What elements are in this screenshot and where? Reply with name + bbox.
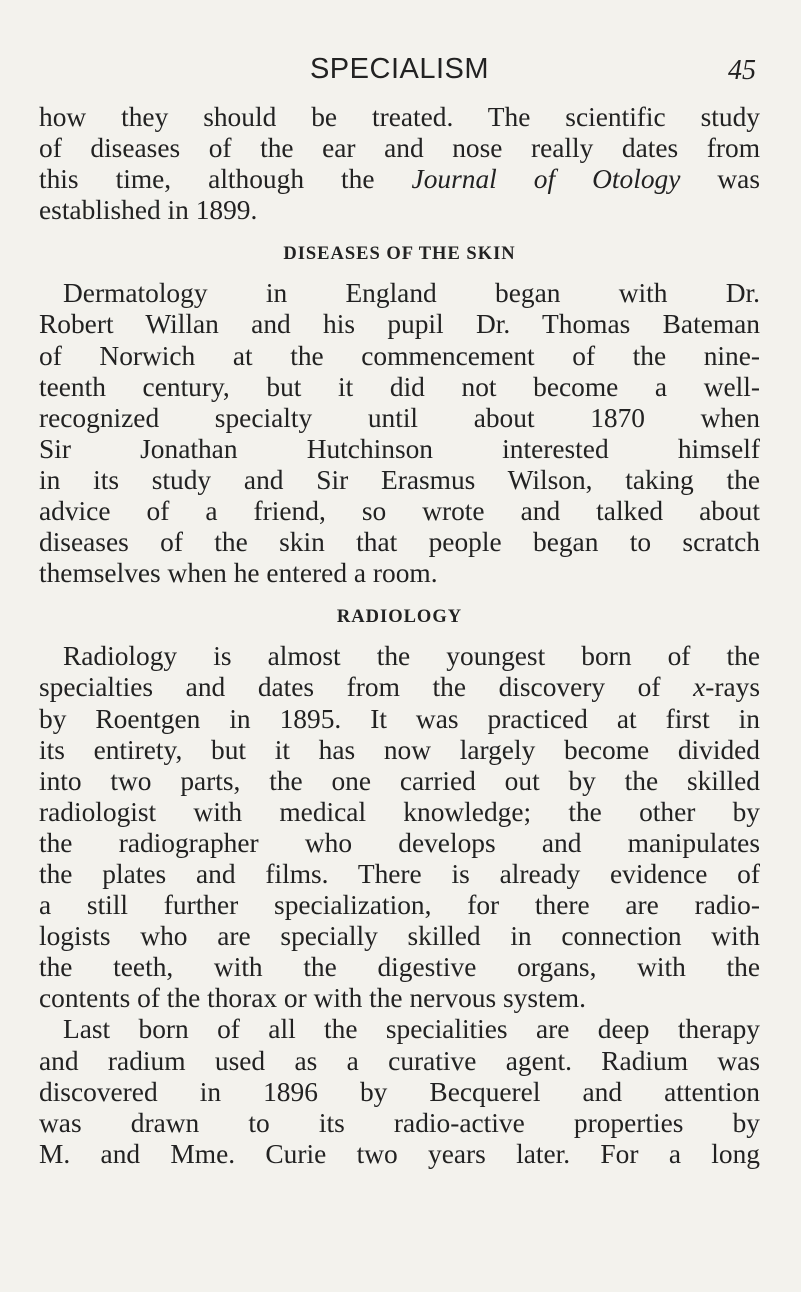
text-line — [39, 164, 760, 195]
text-line: Dermatology in England began with Dr. — [63, 278, 760, 309]
text-line: discovered in 1896 by Becquerel and attention — [39, 1076, 760, 1107]
section-heading-skin: DISEASES OF THE SKIN — [283, 244, 516, 265]
text-line: diseases of the skin that people began to scratch — [39, 527, 760, 558]
text-line: advice of a friend, so wrote and talked about — [39, 496, 760, 527]
text-line: the radiographer who develops and manipulates — [39, 827, 760, 858]
text-line: into two parts, the one carried out by the skilled — [39, 765, 760, 796]
text-line — [39, 672, 760, 703]
page-number: 45 — [728, 55, 756, 86]
text-line: of Norwich at the commencement of the nine- — [39, 340, 760, 371]
text-line: Last born of all the specialities are deep therapy — [63, 1014, 760, 1045]
text-line: recognized specialty until about 1870 when — [39, 402, 760, 433]
text-span: -rays — [705, 672, 760, 703]
journal-title: Journal of Otology — [411, 164, 681, 195]
text-line: was drawn to its radio-active properties by — [39, 1107, 760, 1138]
text-line: the teeth, with the digestive organs, with the — [39, 952, 760, 983]
running-head — [39, 52, 760, 102]
text-line: in its study and Sir Erasmus Wilson, taking the — [39, 464, 760, 495]
section-heading-radiology: RADIOLOGY — [336, 607, 463, 628]
text-line: of diseases of the ear and nose really dates from — [39, 133, 760, 164]
text-line: a still further specialization, for there are radio- — [39, 890, 760, 921]
text-line: logists who are specially skilled in connection with — [39, 921, 760, 952]
text-line: radiologist with medical knowledge; the other by — [39, 796, 760, 827]
text-line: the plates and films. There is already evidence of — [39, 858, 760, 889]
text-line: Radiology is almost the youngest born of the — [63, 641, 760, 672]
italic-x: x — [693, 672, 706, 703]
radiology-paragraph — [39, 641, 760, 1014]
text-line: its entirety, but it has now largely become divided — [39, 734, 760, 765]
text-line: established in 1899. — [39, 195, 258, 226]
running-title: SPECIALISM — [309, 53, 490, 85]
text-line: and radium used as a curative agent. Radium was — [39, 1045, 760, 1076]
text-span: was — [680, 164, 761, 195]
text-span: specialties and dates from the discovery of — [39, 672, 694, 703]
text-line: contents of the thorax or with the nervous system. — [39, 983, 586, 1014]
radiology-second-paragraph — [39, 1014, 760, 1169]
opening-paragraph — [39, 102, 760, 226]
text-line: Robert Willan and his pupil Dr. Thomas Bateman — [39, 309, 760, 340]
skin-paragraph — [39, 278, 760, 589]
text-line: teenth century, but it did not become a well- — [39, 371, 760, 402]
text-line: themselves when he entered a room. — [39, 558, 438, 589]
text-line: how they should be treated. The scientific study — [39, 102, 760, 132]
text-span: this time, although the — [39, 164, 412, 195]
text-line: Sir Jonathan Hutchinson interested himself — [39, 433, 760, 464]
text-line: M. and Mme. Curie two years later. For a long — [39, 1138, 760, 1169]
text-line: by Roentgen in 1895. It was practiced at first in — [39, 703, 760, 734]
